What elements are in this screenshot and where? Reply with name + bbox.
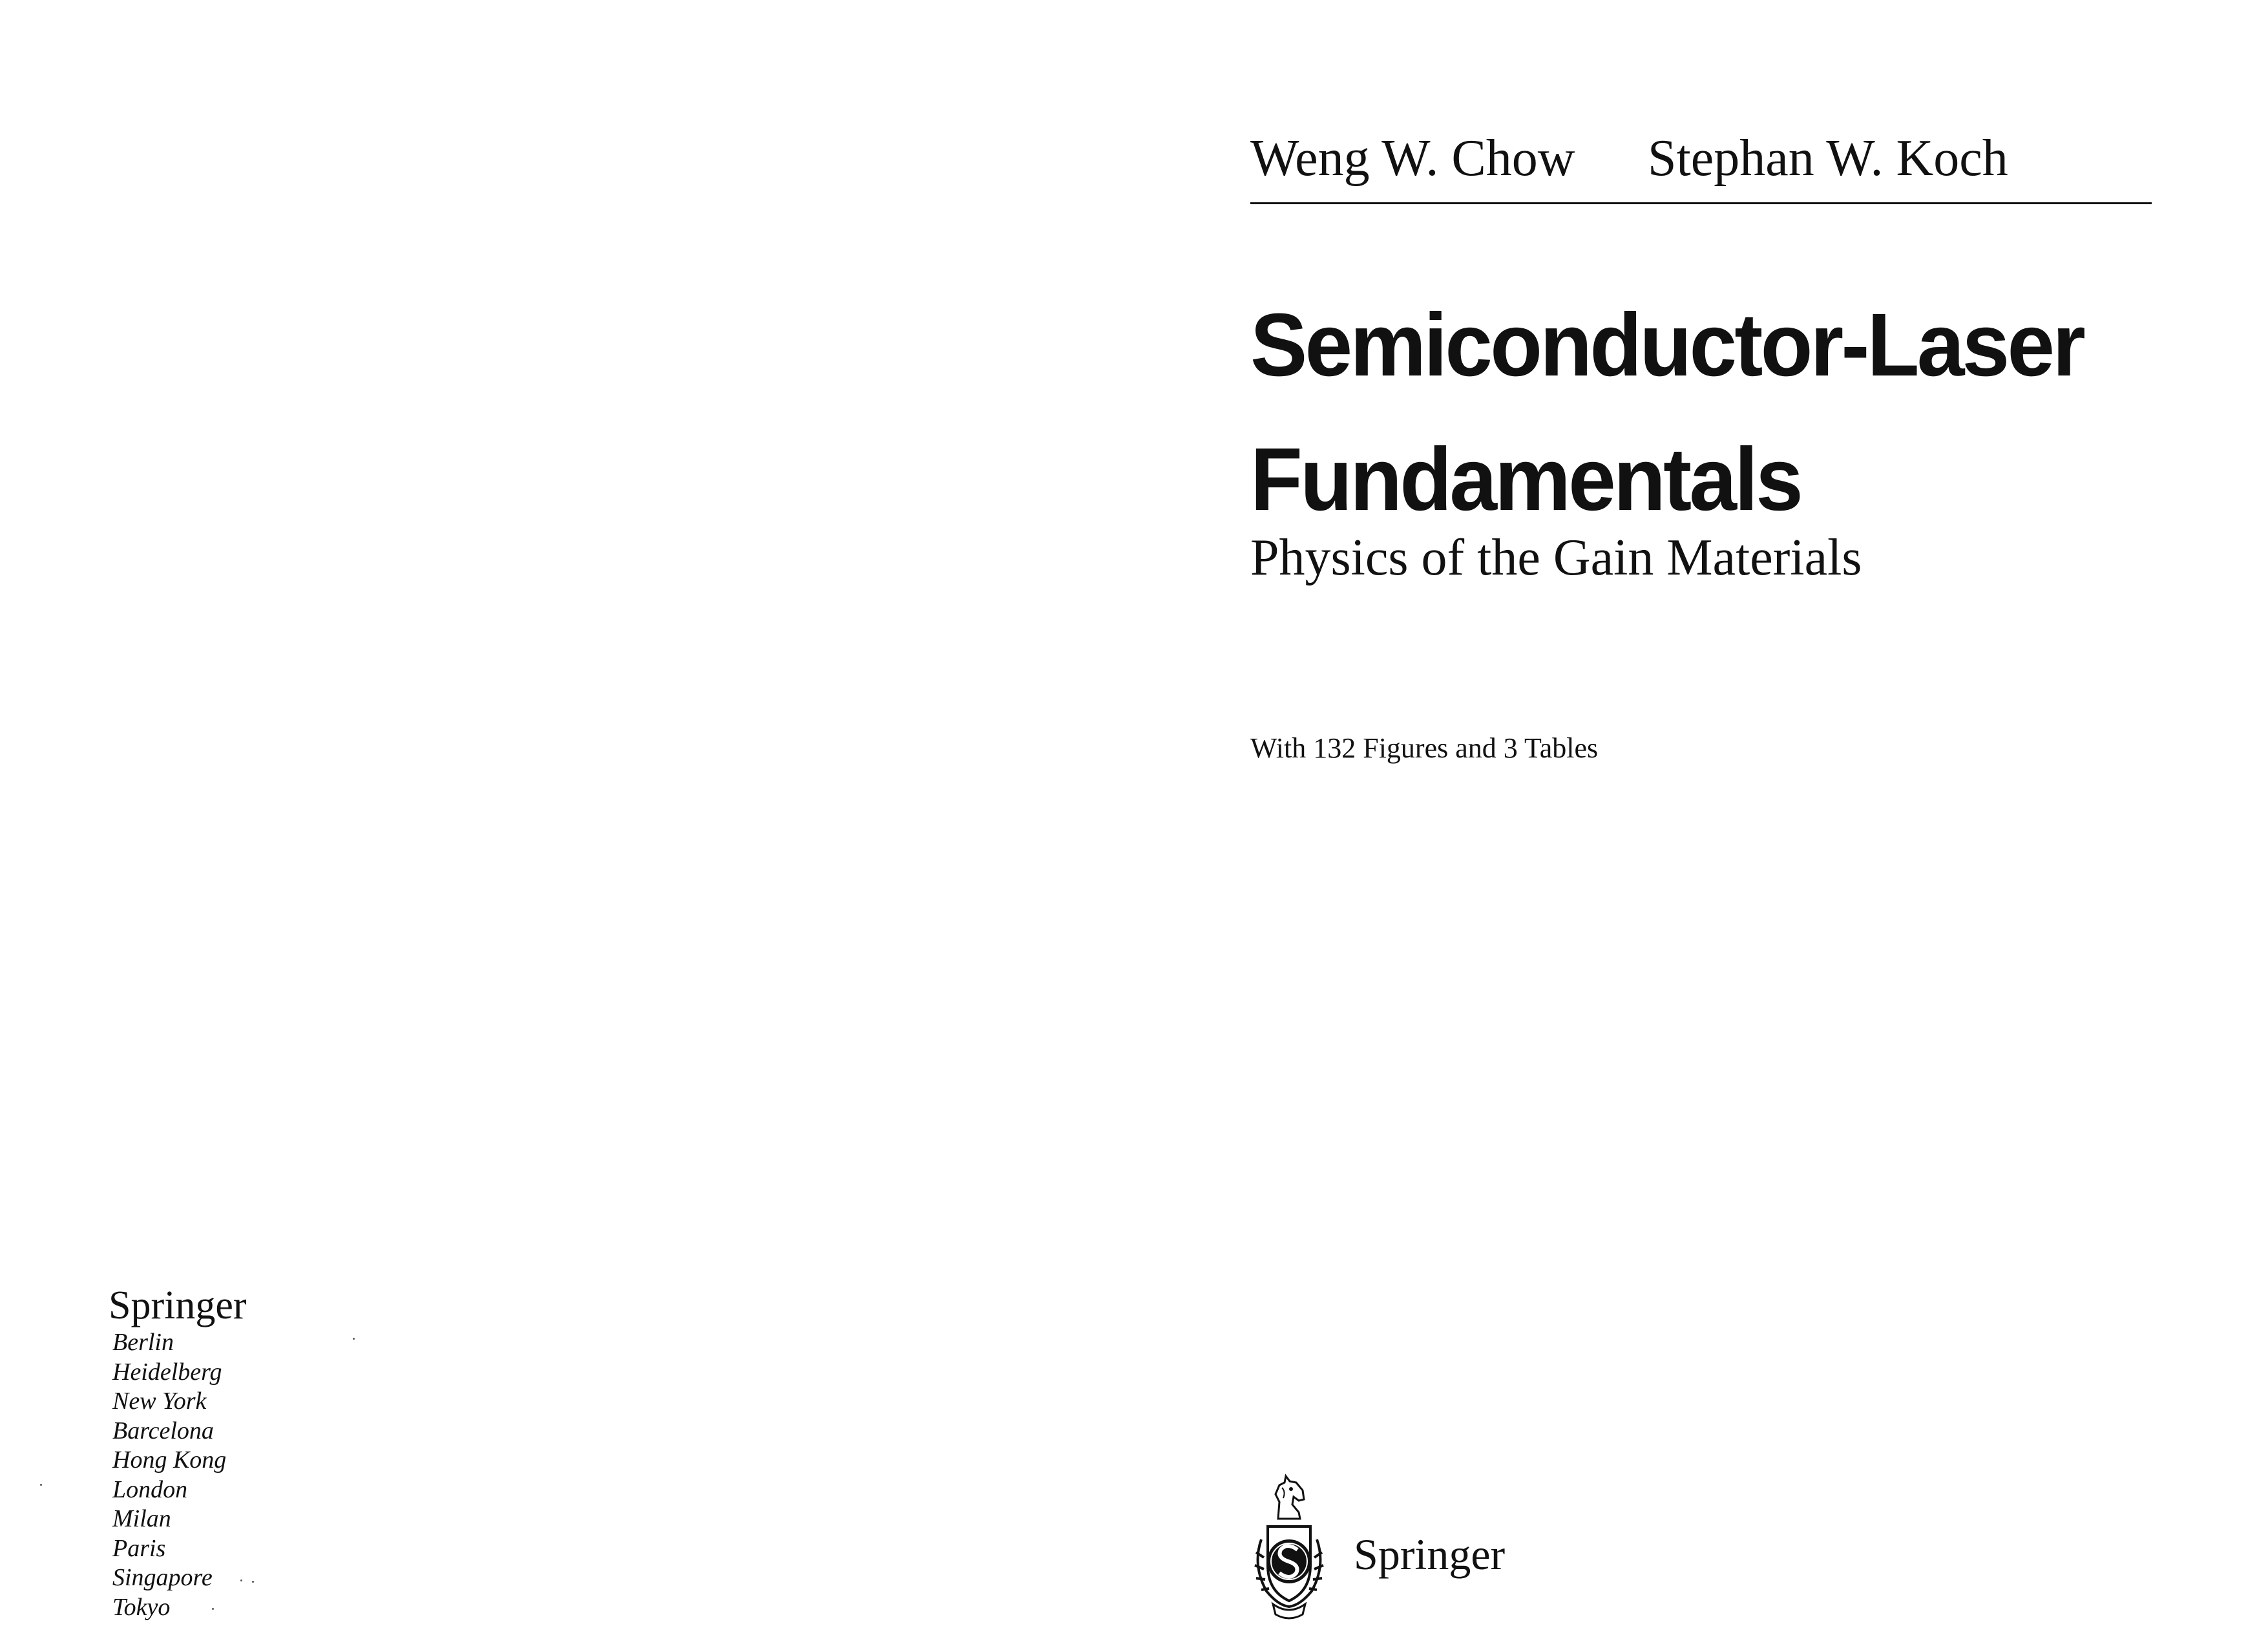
imprint-city: Milan: [112, 1505, 171, 1532]
author-rule-divider: [1250, 202, 2152, 204]
author-line: [1250, 126, 2152, 204]
logo-publisher-name: Springer: [1354, 1530, 1506, 1579]
author-name: Stephan W. Koch: [1648, 130, 2008, 187]
book-title-line: Semiconductor-Laser: [1250, 295, 2083, 395]
imprint-city: Barcelona: [112, 1417, 214, 1444]
imprint-city: Paris: [112, 1534, 166, 1562]
book-title-line: Fundamentals: [1250, 430, 1801, 529]
author-name: Weng W. Chow: [1250, 130, 1575, 187]
book-subtitle: Physics of the Gain Materials: [1250, 529, 1862, 586]
title-page: [1134, 0, 2268, 1648]
book-title: [1250, 278, 2181, 547]
scan-speck: [212, 1608, 214, 1610]
imprint-city: Tokyo: [112, 1593, 171, 1621]
imprint-city: Berlin: [112, 1329, 174, 1356]
springer-knight-logo-icon: [1247, 1468, 1331, 1623]
figures-tables-note: With 132 Figures and 3 Tables: [1250, 732, 1599, 764]
scan-speck: [353, 1338, 355, 1340]
scan-speck: [240, 1579, 242, 1581]
imprint-publisher-name: Springer: [109, 1284, 247, 1327]
scan-speck: [40, 1484, 42, 1486]
imprint-city: London: [112, 1475, 188, 1503]
scan-speck: [252, 1581, 254, 1583]
publisher-imprint: [109, 1283, 247, 1622]
imprint-city: Singapore: [112, 1564, 213, 1591]
imprint-city: New York: [112, 1388, 207, 1415]
imprint-city: Hong Kong: [112, 1446, 227, 1474]
imprint-city: Heidelberg: [112, 1358, 222, 1386]
imprint-city-list: [109, 1328, 247, 1622]
